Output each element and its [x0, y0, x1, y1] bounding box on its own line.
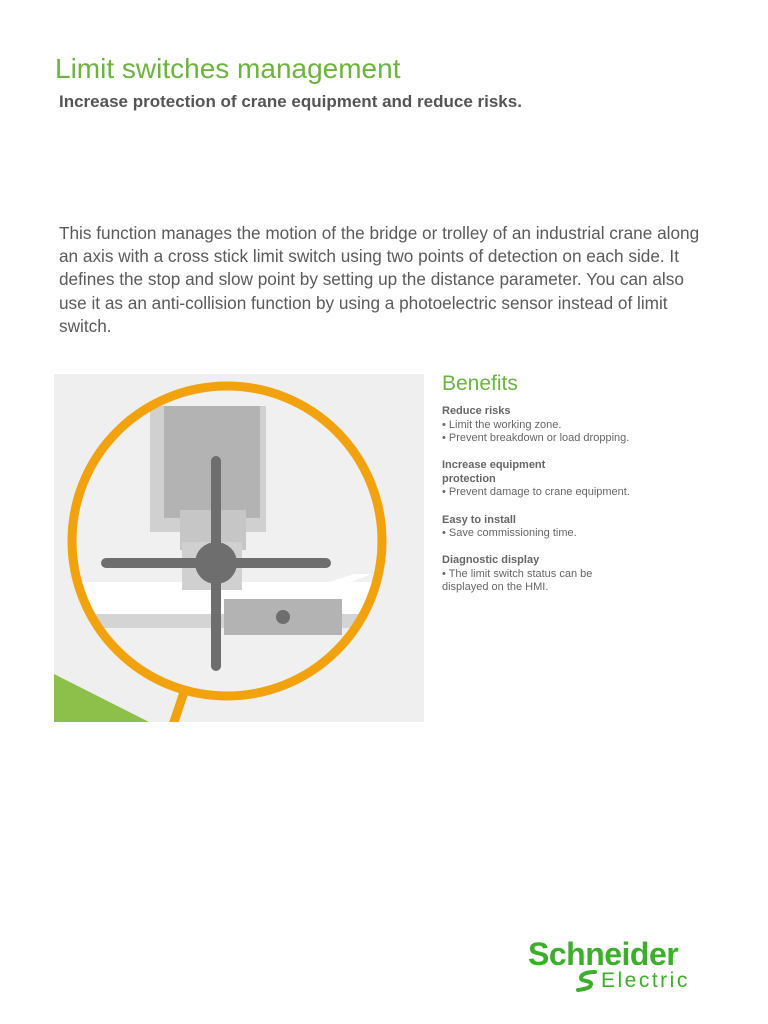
- benefits-list: [442, 405, 662, 609]
- benefit-line: • Prevent breakdown or load dropping.: [442, 432, 630, 445]
- benefits-title: Benefits: [442, 372, 518, 395]
- schneider-electric-logo-icon: [575, 969, 599, 993]
- benefit-heading: Reduce risks: [442, 405, 511, 417]
- logo-wordmark-top: Schneider: [528, 936, 679, 972]
- benefit-heading: Increase equipment protection: [442, 459, 546, 485]
- benefit-line: • Save commissioning time.: [442, 527, 577, 540]
- magnifier-limit-switch-illustration: [54, 374, 424, 722]
- benefit-heading: Easy to install: [442, 513, 516, 526]
- cross-stick-hub: [195, 542, 237, 584]
- page-subtitle: Increase protection of crane equipment and reduce risks.: [59, 92, 522, 111]
- logo-wordmark-bottom: Electric: [601, 969, 690, 992]
- benefit-item: [442, 459, 662, 500]
- benefit-heading: Diagnostic display: [442, 554, 540, 567]
- illustration-svg: [54, 374, 424, 722]
- benefit-line: • The limit switch status can be displayed on the HMI.: [442, 567, 593, 594]
- benefit-line: • Limit the working zone.: [442, 418, 562, 431]
- benefit-line: • Prevent damage to crane equipment.: [442, 486, 630, 499]
- page-title: Limit switches management: [55, 53, 401, 84]
- detector-dot: [276, 610, 290, 624]
- schneider-electric-logo: [528, 936, 720, 994]
- benefit-item: [442, 405, 662, 446]
- benefit-item: [442, 554, 662, 595]
- benefit-item: [442, 514, 662, 541]
- intro-paragraph: This function manages the motion of the bridge or trolley of an industrial crane along an axis with a cross stick limit switch using two points of detection on each side. It defines the stop and slow point by setting up the distance parameter. You can also use it as an anti-collision function by using a photoelectric sensor instead of limit switch.: [59, 223, 700, 336]
